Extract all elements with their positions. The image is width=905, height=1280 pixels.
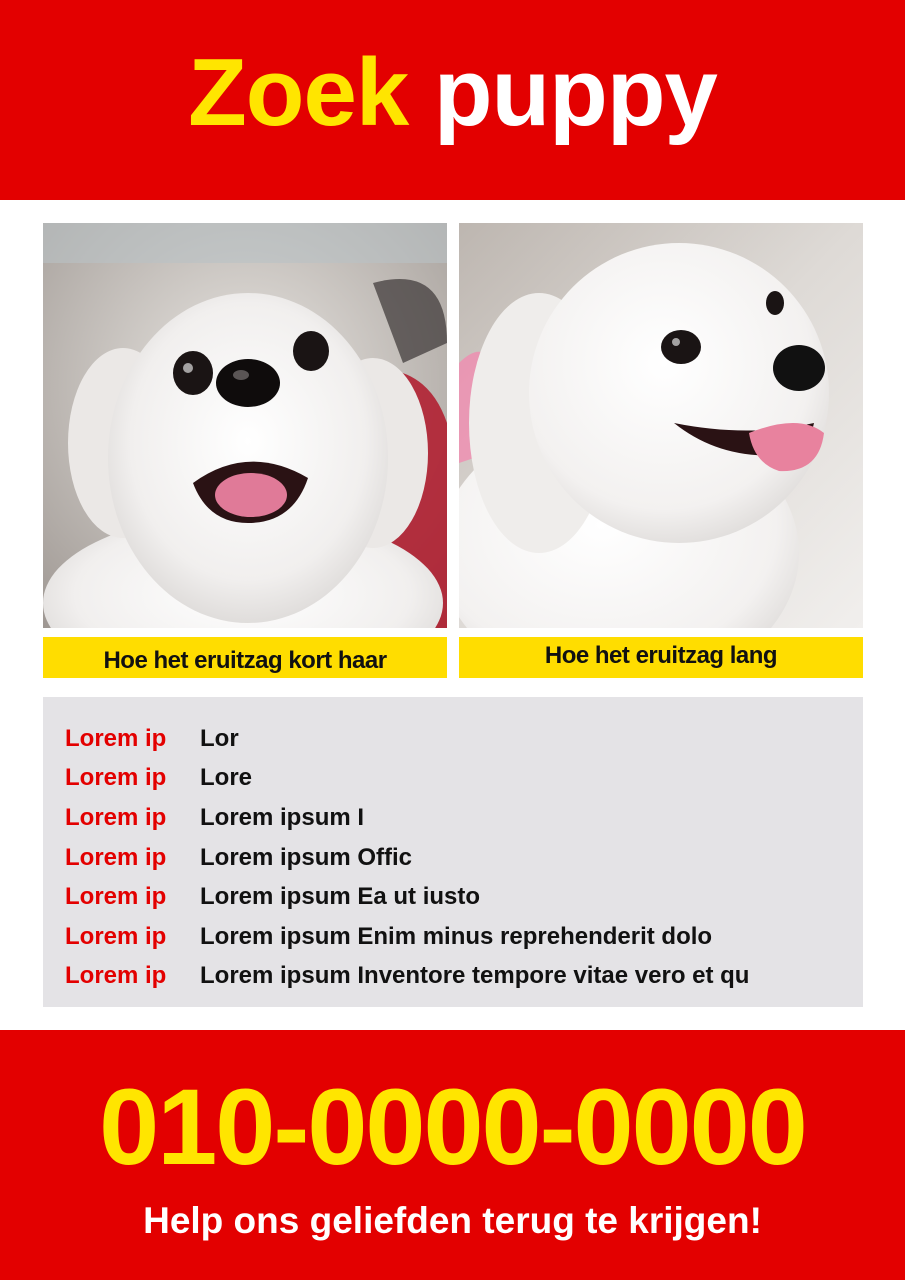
detail-row (65, 803, 364, 833)
detail-row (65, 763, 252, 793)
detail-row (65, 882, 480, 912)
page-title (188, 39, 717, 146)
photo-caption-long-hair: Hoe het eruitzag lang (459, 637, 863, 678)
detail-value: Lorem ipsum Ea ut iusto (200, 883, 481, 910)
detail-row (65, 922, 712, 952)
title-highlight: Zoek (188, 39, 409, 146)
detail-value: Lorem ipsum Offic (200, 844, 413, 871)
details-panel (43, 697, 863, 1007)
detail-label: Lorem ip (65, 962, 167, 989)
header-banner (0, 0, 905, 200)
puppy-photo-long-hair (459, 223, 863, 628)
detail-value: Lore (200, 764, 253, 791)
puppy-photo-short-hair (43, 223, 447, 628)
contact-phone-number: 010-0000-0000 (99, 1066, 806, 1187)
detail-label: Lorem ip (65, 844, 167, 871)
detail-value: Lor (200, 725, 239, 752)
detail-value: Lorem ipsum Enim minus reprehenderit dolo (200, 923, 713, 950)
detail-value: Lorem ipsum I (200, 804, 365, 831)
detail-label: Lorem ip (65, 923, 167, 950)
detail-value: Lorem ipsum Inventore tempore vitae vero et qu (200, 962, 750, 989)
detail-row (65, 724, 239, 754)
detail-row (65, 961, 749, 991)
detail-label: Lorem ip (65, 883, 167, 910)
detail-row (65, 843, 412, 873)
title-rest: puppy (433, 39, 717, 146)
puppy-side-illustration (459, 223, 863, 628)
footer-slogan: Help ons geliefden terug te krijgen! (143, 1200, 762, 1241)
detail-label: Lorem ip (65, 764, 167, 791)
detail-label: Lorem ip (65, 804, 167, 831)
detail-label: Lorem ip (65, 725, 167, 752)
photo-caption-short-hair: Hoe het eruitzag kort haar (43, 637, 447, 678)
footer-banner (0, 1030, 905, 1280)
puppy-front-illustration (43, 223, 447, 628)
